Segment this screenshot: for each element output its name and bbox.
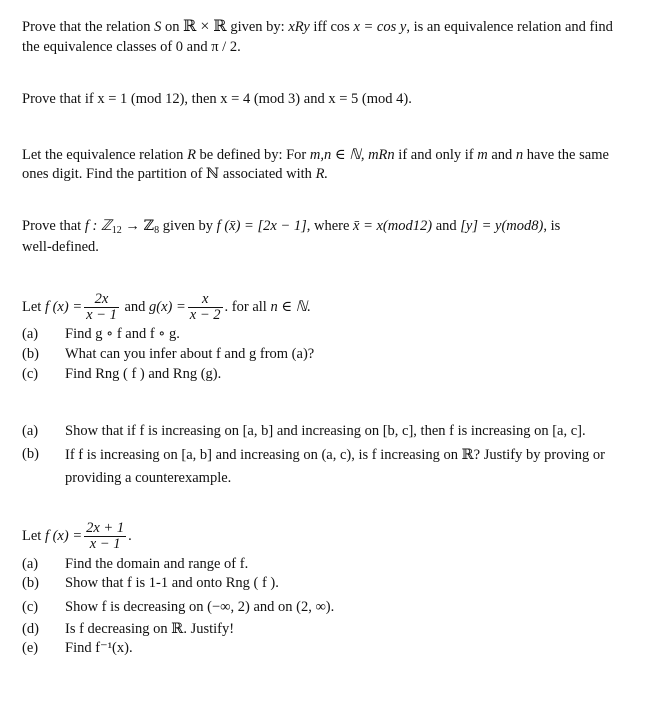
text: Let bbox=[22, 299, 45, 315]
part-label: (a) bbox=[22, 326, 39, 342]
part-text: Find g ∘ f and f ∘ g. bbox=[65, 326, 180, 342]
text: , is an equivalence relation and find bbox=[406, 19, 613, 35]
part-text: What can you infer about f and g from (a)? bbox=[65, 346, 315, 362]
text: Let bbox=[22, 528, 45, 544]
problem-3-line-1 bbox=[22, 145, 637, 166]
math: f (x) = bbox=[44, 528, 83, 544]
text: , where bbox=[306, 218, 354, 234]
math: R bbox=[187, 147, 196, 163]
text: and bbox=[120, 299, 150, 315]
math: f (x̄) = [2x − 1] bbox=[216, 218, 307, 234]
part-label: (a) bbox=[22, 556, 39, 572]
problem-1-line-1 bbox=[22, 16, 637, 38]
text: ones digit. Find the partition of ℕ associated with bbox=[22, 166, 316, 182]
fraction-g bbox=[188, 292, 223, 323]
problem-7-intro bbox=[22, 518, 637, 554]
text: given by bbox=[159, 218, 217, 234]
subscript: 8 bbox=[154, 225, 160, 236]
part-text: Find Rng ( f ) and Rng (g). bbox=[65, 366, 222, 382]
part-label: (b) bbox=[22, 575, 39, 591]
part-text: Show that if f is increasing on [a, b] and increasing on [b, c], then f is increasing on [a, c]. bbox=[65, 423, 586, 439]
numerator: 2x + 1 bbox=[86, 520, 125, 537]
text: Prove that the relation bbox=[22, 19, 155, 35]
part-label: (c) bbox=[22, 366, 39, 382]
text: Prove that bbox=[22, 218, 85, 234]
math: x = 4 (mod 3) and bbox=[220, 91, 329, 107]
text: and bbox=[432, 218, 461, 234]
text: and bbox=[487, 147, 516, 163]
math: R. bbox=[315, 166, 329, 182]
part-label: (b) bbox=[22, 446, 39, 462]
text: on bbox=[161, 19, 184, 35]
text: . bbox=[128, 528, 132, 544]
math: n ∈ ℕ. bbox=[270, 299, 311, 315]
math: x = 1 (mod 12), then bbox=[97, 91, 221, 107]
part-text: Find f⁻¹(x). bbox=[65, 640, 133, 656]
fraction-f bbox=[84, 292, 119, 323]
part-label: (b) bbox=[22, 346, 39, 362]
math: xRy bbox=[288, 19, 310, 35]
math: [y] = y(mod8) bbox=[460, 218, 544, 234]
denominator: x − 1 bbox=[86, 307, 117, 324]
text: iff cos bbox=[309, 19, 354, 35]
part-text: Is f decreasing on ℝ. Justify! bbox=[65, 621, 235, 637]
math: x = 5 (mod 4). bbox=[328, 91, 412, 107]
math: n bbox=[515, 147, 524, 163]
math: f (x) = bbox=[44, 299, 83, 315]
part-text: Show f is decreasing on (−∞, 2) and on (2, ∞). bbox=[65, 599, 335, 615]
part-label: (e) bbox=[22, 640, 39, 656]
math: S bbox=[154, 19, 162, 35]
numerator: 2x bbox=[84, 292, 119, 308]
math: → ℤ bbox=[121, 218, 155, 234]
problem-4-line-2: well-defined. bbox=[22, 239, 99, 255]
math: g(x) = bbox=[149, 299, 186, 315]
math: m,n ∈ ℕ, mRn bbox=[309, 147, 395, 163]
text: given by: bbox=[226, 19, 289, 35]
denominator: x − 1 bbox=[89, 536, 121, 553]
subscript: 12 bbox=[111, 225, 122, 236]
problem-2 bbox=[22, 89, 637, 110]
part-label: (a) bbox=[22, 423, 39, 439]
text: Let the equivalence relation bbox=[22, 147, 188, 163]
numerator: x bbox=[188, 292, 223, 308]
text: be defined by: For bbox=[195, 147, 310, 163]
math: m bbox=[477, 147, 488, 163]
fraction-f bbox=[84, 521, 126, 552]
math: ℝ × ℝ bbox=[183, 18, 227, 35]
part-text: Show that f is 1-1 and onto Rng ( f ). bbox=[65, 575, 279, 591]
problem-3-line-2 bbox=[22, 164, 637, 185]
denominator: x − 2 bbox=[189, 307, 221, 324]
part-label: (d) bbox=[22, 621, 39, 637]
problem-5-intro bbox=[22, 289, 637, 325]
math: x = cos y bbox=[353, 19, 407, 35]
text: if and only if bbox=[394, 147, 478, 163]
text: Prove that if bbox=[22, 91, 98, 107]
text: have the same bbox=[523, 147, 609, 163]
part-text: If f is increasing on [a, b] and increasing on (a, c), is f increasing on ℝ? Justify by proving or providing a counterexample. bbox=[65, 447, 605, 486]
math: x̄ = x(mod12) bbox=[353, 218, 433, 234]
text: . for all bbox=[224, 299, 271, 315]
math: f : ℤ bbox=[84, 218, 112, 234]
part-text: Find the domain and range of f. bbox=[65, 556, 249, 572]
text: , is bbox=[543, 218, 561, 234]
part-label: (c) bbox=[22, 599, 39, 615]
problem-1-line-2: the equivalence classes of 0 and π / 2. bbox=[22, 39, 241, 55]
